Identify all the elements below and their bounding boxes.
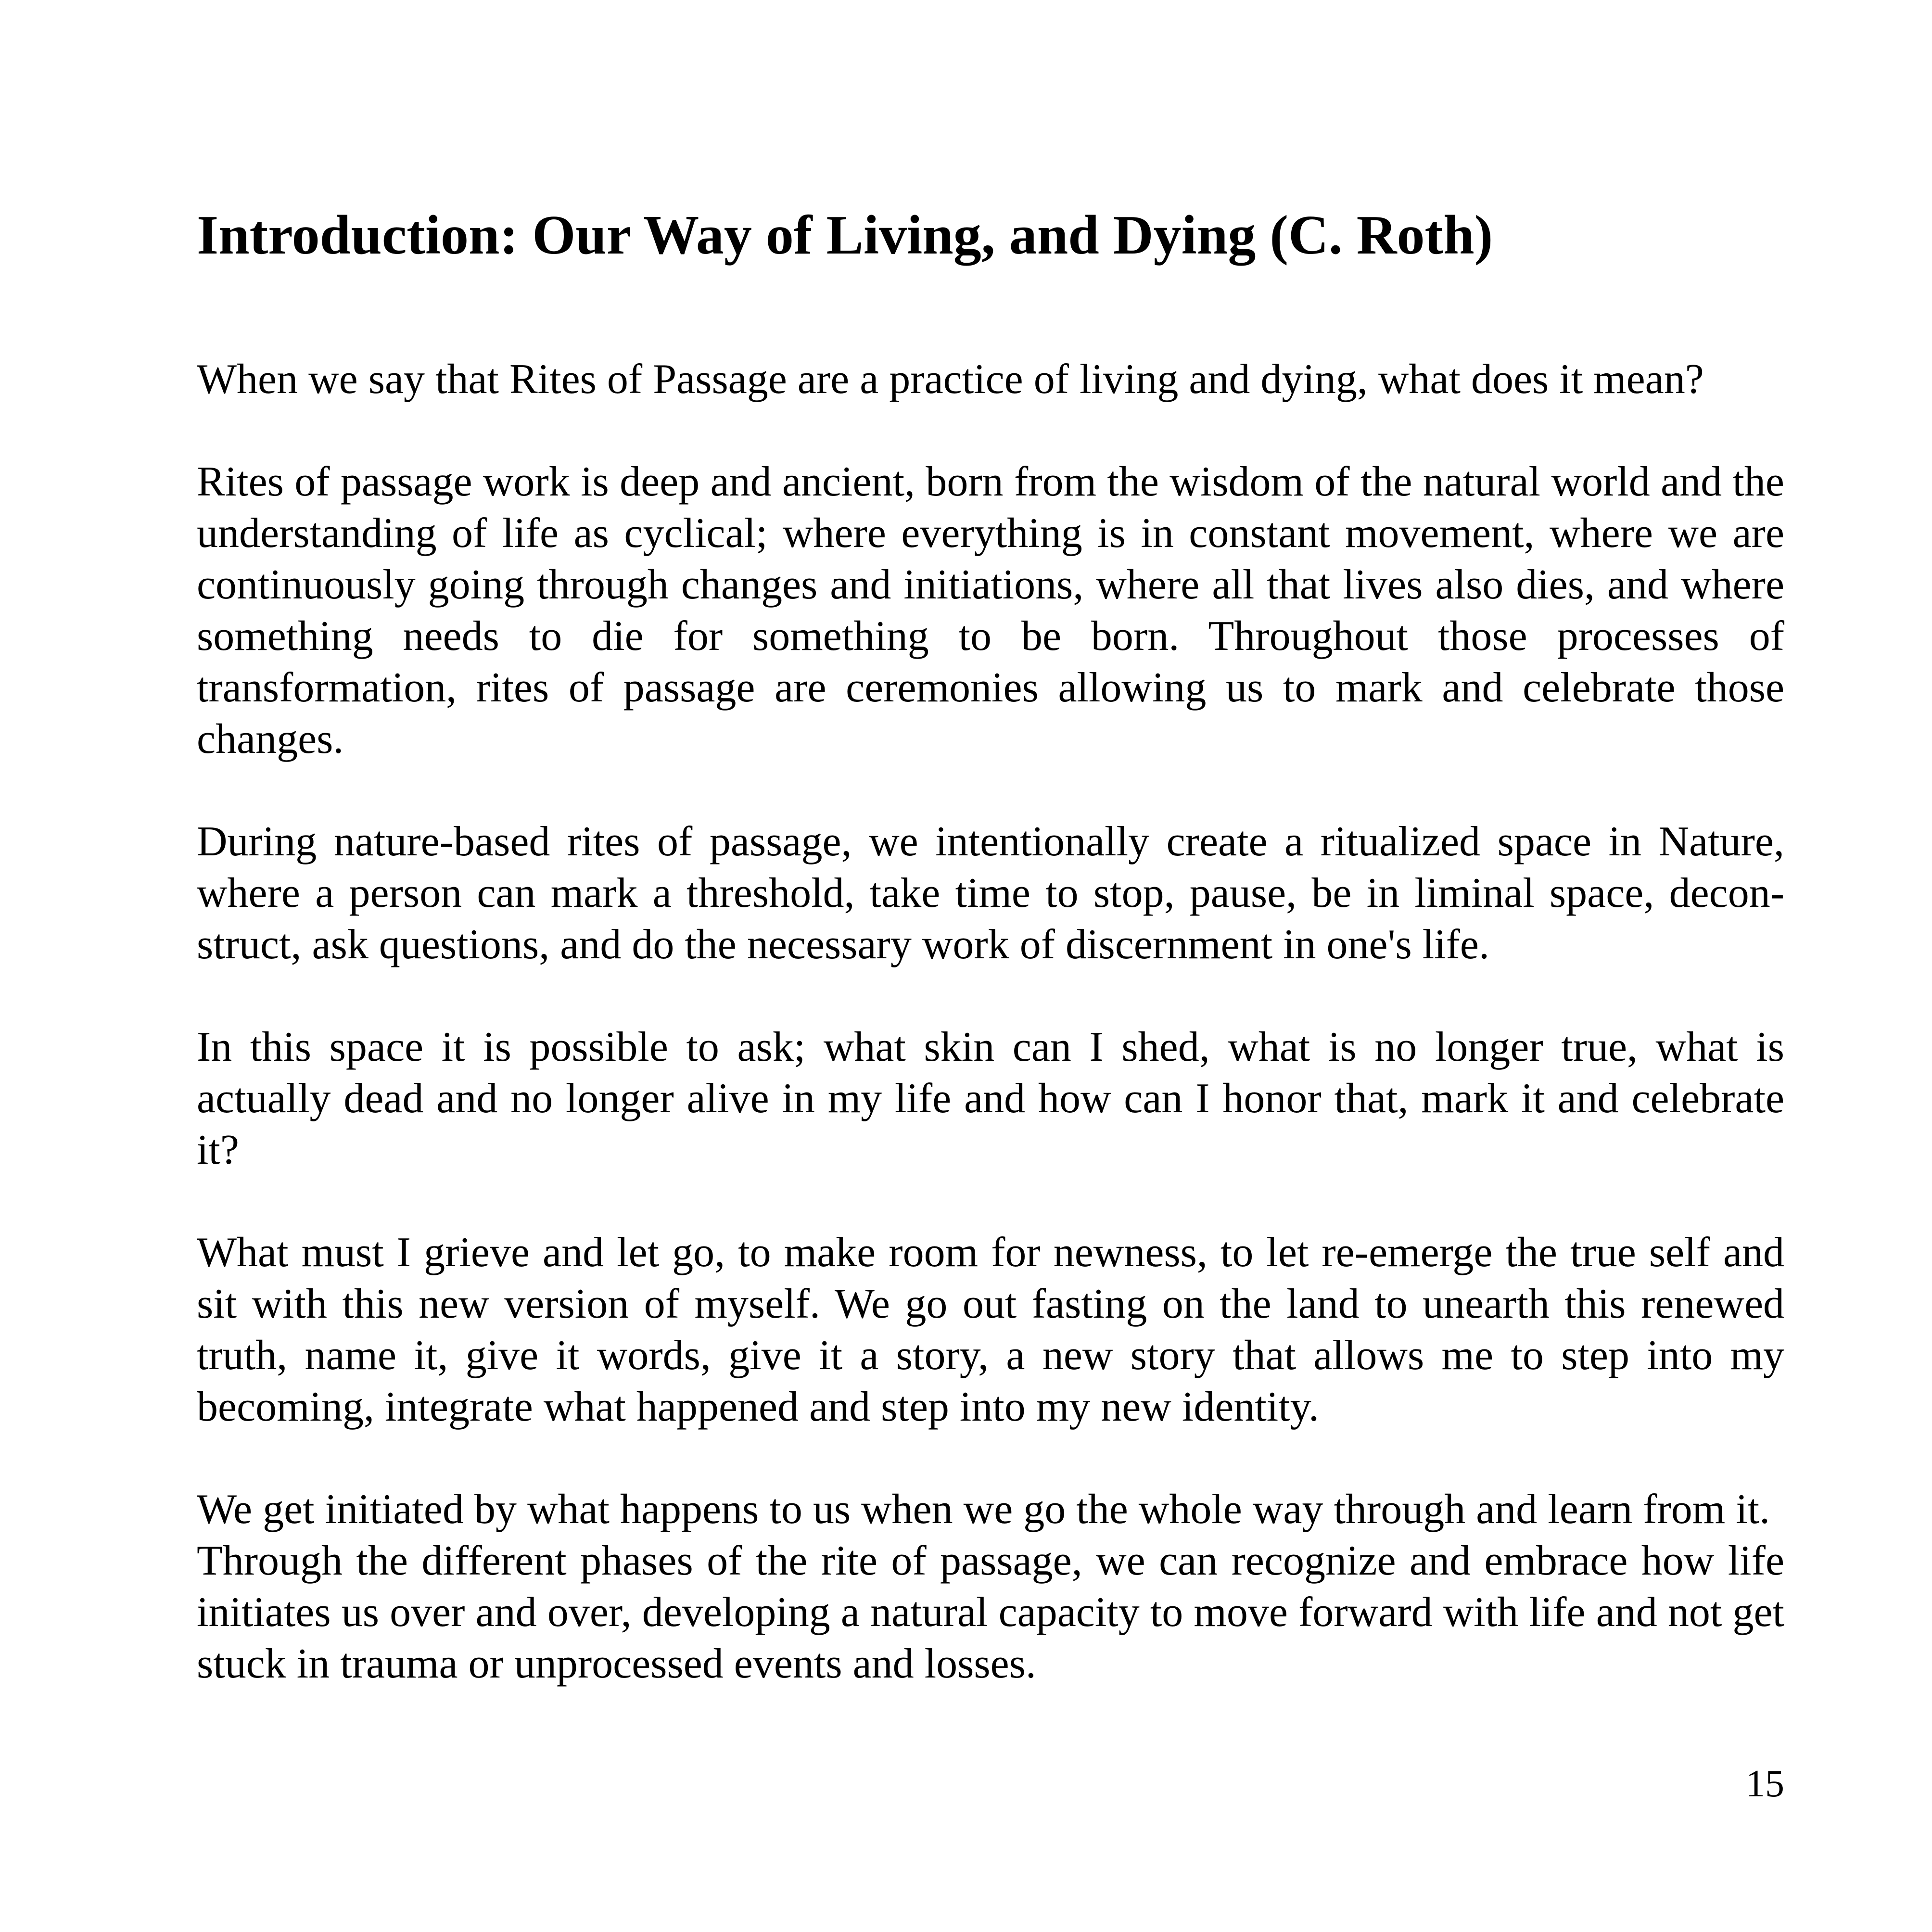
page-title: Introduction: Our Way of Living, and Dying (C. Roth) [197, 204, 1493, 266]
paragraph-4: In this space it is possible to ask; what skin can I shed, what is no longer true, what is actually dead and no longer alive in my life and how can I honor that, mark it and celebrate it? [197, 1024, 1784, 1174]
paragraph-6: We get initiated by what happens to us when we go the whole way through and learn from it. [197, 1486, 1770, 1533]
page-number: 15 [1746, 1763, 1784, 1805]
paragraph-5: What must I grieve and let go, to make room for newness, to let re-emerge the true self and sit with this new version of myself. We go out fasting on the land to unearth this renewed truth, name it, give it words, give it a story, a new story that allows me to step into my becoming, integrate what happened and step into my new identity. [197, 1229, 1784, 1431]
page-content [197, 202, 1784, 1741]
paragraph-1: When we say that Rites of Passage are a practice of living and dying, what does it mean? [197, 356, 1704, 403]
paragraph-3: During nature-based rites of passage, we intentionally create a ritualized space in Nature, where a person can mark a threshold, take time to stop, pause, be in liminal space, decon-struct, ask questions, and do the necessary work of discernment in one's life. [197, 818, 1784, 968]
paragraph-7: Through the different phases of the rite of passage, we can recognize and embrace how life initiates us over and over, developing a natural capacity to move forward with life and not get stuck in trauma or unprocessed events and losses. [197, 1538, 1784, 1688]
body-text [197, 354, 1784, 1690]
paragraph-2: Rites of passage work is deep and ancient, born from the wisdom of the natural world and the understanding of life as cyclical; where everything is in constant movement, where we are continuously going through changes and initiations, where all that lives also dies, and where something needs to die for something to be born. Throughout those processes of transformation, rites of passage are ceremonies allowing us to mark and celebrate those changes. [197, 458, 1784, 763]
